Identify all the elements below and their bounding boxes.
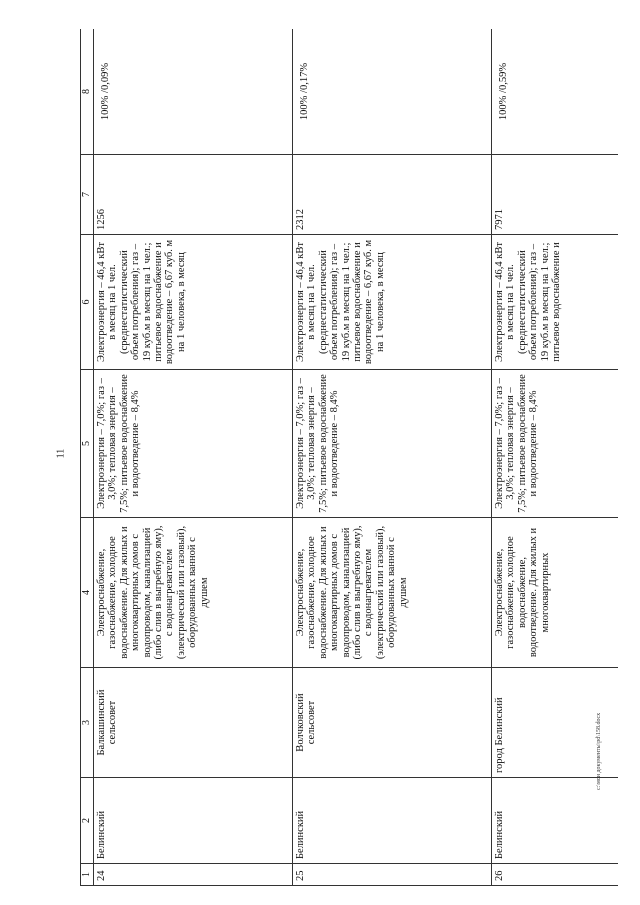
table-frame [80, 29, 618, 886]
header-cell: 7 [81, 155, 94, 235]
district-cell: Белинский [293, 778, 492, 864]
district-cell: Белинский [492, 778, 619, 864]
growth-cell: Электроэнергия – 7,0%; газ – 3,0%; тепловая энергия – 7,5%; питьевое водоснабжение и водоотведение – 8,4% [94, 370, 293, 518]
header-cell: 4 [81, 518, 94, 668]
settlement-cell: Волчковский сельсовет [293, 668, 492, 778]
file-path-footer: c:\мои документы\рd\158.docx [596, 712, 602, 790]
header-cell: 5 [81, 370, 94, 518]
share-cell: 100% /0,17% [293, 29, 492, 155]
table-row [492, 29, 619, 886]
table-row [293, 29, 492, 886]
norms-cell: Электроэнергия – 46,4 кВт в месяц на 1 чел. (среднестатистический объем потребления); газ – 19 куб.м в месяц на 1 чел.; питьевое водоснабжение и [492, 235, 619, 370]
norms-cell: Электроэнергия – 46,4 кВт в месяц на 1 чел. (среднестатистический объем потребления); газ – 19 куб.м в месяц на 1 чел.; питьевое водоснабжение и водоотведение – 6,67 куб. м на 1 человека, в месяц [293, 235, 492, 370]
row-number: 26 [492, 864, 619, 886]
norms-cell: Электроэнергия – 46,4 кВт в месяц на 1 чел. (среднестатистический объем потребления); газ – 19 куб.м в месяц на 1 чел.; питьевое водоснабжение и водоотведение – 6,67 куб. м на 1 человека, в месяц [94, 235, 293, 370]
header-cell: 6 [81, 235, 94, 370]
district-cell: Белинский [94, 778, 293, 864]
header-cell: 8 [81, 29, 94, 155]
page-number: 11 [55, 448, 67, 459]
table-row [94, 29, 293, 886]
population-cell: 1256 [94, 155, 293, 235]
header-cell: 3 [81, 668, 94, 778]
share-cell: 100% /0,09% [94, 29, 293, 155]
header-cell: 2 [81, 778, 94, 864]
growth-cell: Электроэнергия – 7,0%; газ – 3,0%; тепловая энергия – 7,5%; питьевое водоснабжение и водоотведение – 8,4% [492, 370, 619, 518]
tariff-table [80, 29, 618, 886]
header-cell: 1 [81, 864, 94, 886]
services-cell: Электроснабжение, газоснабжение, холодное водоснабжение. Для жилых и многоквартирных домов с водопроводом, канализацией (либо слив в выгребную яму), с водонагревателем (электрический или газовый), оборудованных ванной с душем [293, 518, 492, 668]
growth-cell: Электроэнергия – 7,0%; газ – 3,0%; тепловая энергия – 7,5%; питьевое водоснабжение и водоотведение – 8,4% [293, 370, 492, 518]
population-cell: 7971 [492, 155, 619, 235]
services-cell: Электроснабжение, газоснабжение, холодное водоснабжение. Для жилых и многоквартирных домов с водопроводом, канализацией (либо слив в выгребную яму), с водонагревателем (электрический или газовый), оборудованных ванной с душем [94, 518, 293, 668]
services-cell: Электроснабжение, газоснабжение, холодное водоснабжение, водоотведение. Для жилых и многоквартирных [492, 518, 619, 668]
row-number: 24 [94, 864, 293, 886]
rotated-table-container [80, 29, 618, 886]
settlement-cell: Балкашинский сельсовет [94, 668, 293, 778]
population-cell: 2312 [293, 155, 492, 235]
row-number: 25 [293, 864, 492, 886]
column-numbers-row [81, 29, 94, 886]
settlement-cell: город Белинский [492, 668, 619, 778]
share-cell: 100% /0,59% [492, 29, 619, 155]
